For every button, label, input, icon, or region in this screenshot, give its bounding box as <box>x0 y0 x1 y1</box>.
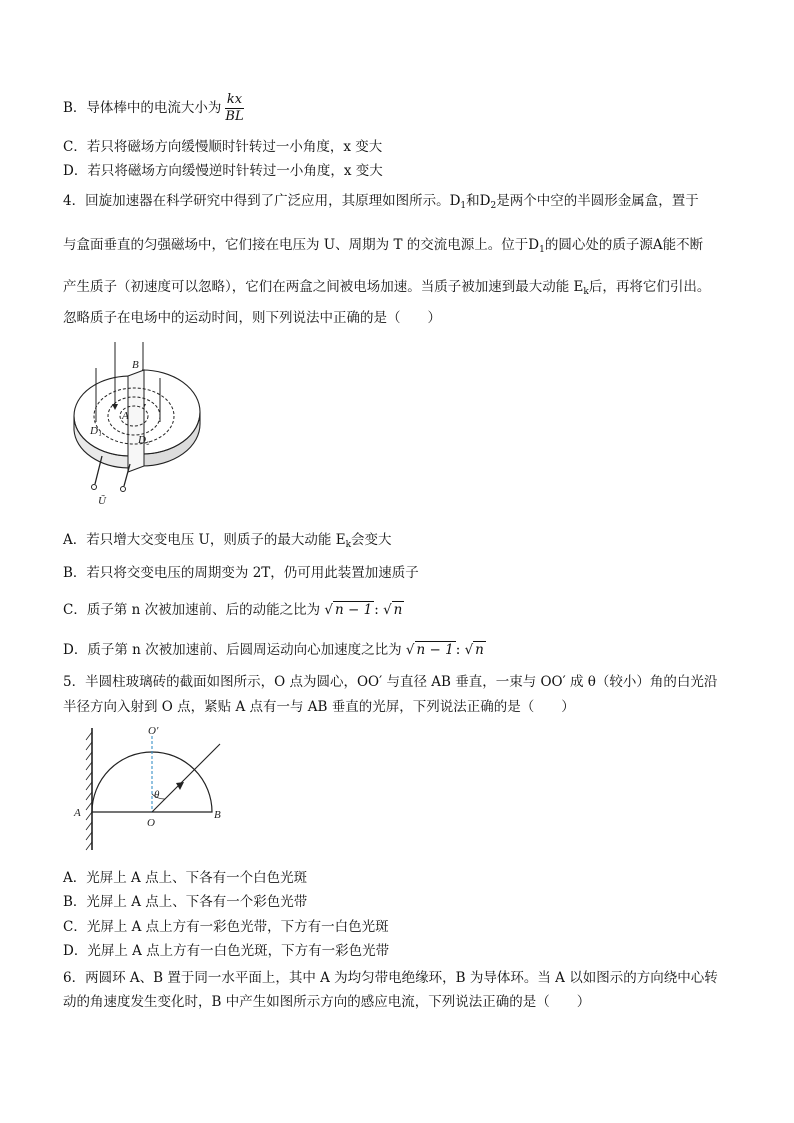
radicand: n − 1 <box>416 642 454 658</box>
label-a: A <box>74 807 81 819</box>
incident-ray <box>152 744 220 812</box>
subscript: 2 <box>490 201 497 211</box>
text: 产生质子（初速度可以忽略），它们在两盒之间被电场加速。当质子被加速到最大动能 E <box>63 279 584 295</box>
label-o: O <box>147 817 155 829</box>
text: C．质子第 n 次被加速前、后的动能之比为 <box>63 602 321 618</box>
q4-option-d <box>63 638 486 658</box>
radicand: n <box>393 602 403 618</box>
text: 4．回旋加速器在科学研究中得到了广泛应用，其原理如图所示。D <box>63 193 461 209</box>
terminal-icon <box>92 485 97 490</box>
screen-hatching <box>86 732 92 850</box>
radicand: n − 1 <box>335 602 373 618</box>
label-a: A <box>122 410 129 422</box>
q3-option-d: D．若只将磁场方向缓慢逆时针转过一小角度，x 变大 <box>63 163 383 179</box>
q3-option-c: C．若只将磁场方向缓慢顺时针转过一小角度，x 变大 <box>63 139 383 155</box>
label-theta: θ <box>154 789 160 801</box>
q4-option-b: B．若只将交变电压的周期变为 2T，仍可用此装置加速质子 <box>63 565 419 581</box>
sqrt-expression: √ n <box>383 602 403 618</box>
q5-stem-line1: 5．半圆柱玻璃砖的截面如图所示，O 点为圆心，OO′ 与直径 AB 垂直，一束与 OO′ 成 θ（较小）角的白光沿 <box>63 674 718 690</box>
d1-half-disc <box>74 376 130 468</box>
fraction-denominator: BL <box>225 109 244 124</box>
label-o-prime: O′ <box>148 725 159 737</box>
q4-option-a <box>63 528 392 550</box>
subscript: k <box>583 287 589 297</box>
label-d1: D₁ <box>90 425 102 437</box>
cyclotron-figure <box>60 338 210 508</box>
q4-option-c <box>63 598 404 618</box>
q6-stem-line1: 6．两圆环 A、B 置于同一水平面上，其中 A 为均匀带电绝缘环，B 为导体环。当 A 以如图示的方向绕中心转 <box>63 970 718 986</box>
ray-arrow-icon <box>176 782 184 790</box>
d2-edge <box>142 412 200 454</box>
q4-stem-line2 <box>63 233 703 255</box>
text: 会变大 <box>351 532 392 548</box>
q6-stem-line2: 动的角速度发生变化时，B 中产生如图所示方向的感应电流，下列说法正确的是（ ） <box>63 994 591 1010</box>
q5-option-a: A．光屏上 A 点上、下各有一个白色光斑 <box>63 870 308 886</box>
sqrt-expression: √ n − 1 <box>324 602 373 618</box>
d2-half-disc <box>142 370 200 466</box>
q4-stem-line4: 忽略质子在电场中的运动时间，则下列说法中正确的是（ ） <box>63 310 441 326</box>
text: 与盒面垂直的匀强磁场中，它们接在电压为 U、周期为 T 的交流电源上。位于D <box>63 237 540 253</box>
label-u: Ũ <box>98 495 106 507</box>
q4-stem-line1 <box>63 189 699 211</box>
q3-option-b-text: B．导体棒中的电流大小为 <box>63 100 222 116</box>
sqrt-expression: √ n − 1 <box>405 642 454 658</box>
arrow-head-icon <box>112 404 118 410</box>
q5-option-b: B．光屏上 A 点上、下各有一个彩色光带 <box>63 894 308 910</box>
q5-option-c: C．光屏上 A 点上方有一彩色光带，下方有一白色光斑 <box>63 919 389 935</box>
text: 和D <box>466 193 491 209</box>
text: 是两个中空的半圆形金属盒，置于 <box>496 193 699 209</box>
text: 后，再将它们引出。 <box>588 279 711 295</box>
fraction-numerator: kx <box>226 92 243 107</box>
q5-option-d: D．光屏上 A 点上方有一白色光斑，下方有一彩色光带 <box>63 943 390 959</box>
q5-stem-line2: 半径方向入射到 O 点，紧贴 A 点有一与 AB 垂直的光屏，下列说法正确的是（ ） <box>63 699 575 715</box>
ratio-colon: : <box>374 602 379 618</box>
label-b: B <box>214 809 221 821</box>
semicircle-glass-figure <box>68 722 238 852</box>
subscript: 1 <box>539 245 545 255</box>
q3-option-b <box>63 92 246 125</box>
text: A．若只增大交变电压 U，则质子的最大动能 E <box>63 532 346 548</box>
text: 的圆心处的质子源A能不断 <box>544 237 704 253</box>
subscript: 1 <box>460 201 467 211</box>
terminal-icon <box>121 487 126 492</box>
label-b: B <box>132 359 139 371</box>
radicand: n <box>475 642 484 658</box>
gap-strip <box>128 370 144 472</box>
label-d2: D₂ <box>138 434 150 446</box>
q3-option-b-fraction <box>223 92 245 125</box>
text: D．质子第 n 次被加速前、后圆周运动向心加速度之比为 <box>63 642 402 658</box>
q4-stem-line3 <box>63 275 710 297</box>
subscript: k <box>345 540 352 550</box>
ratio-colon: : <box>455 642 461 658</box>
sqrt-expression: √ n <box>464 642 484 658</box>
